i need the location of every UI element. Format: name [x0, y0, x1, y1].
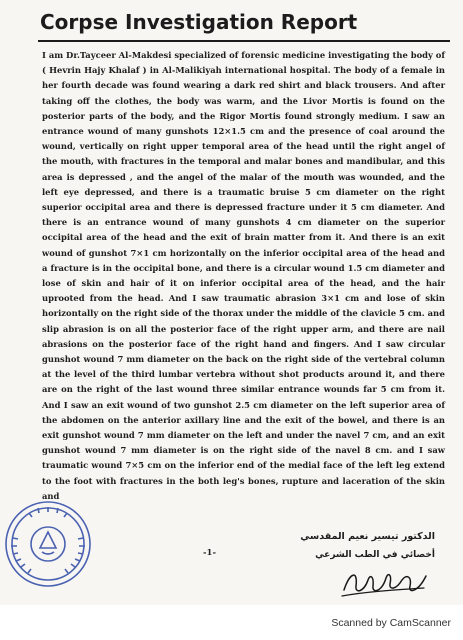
title-underline	[38, 40, 450, 42]
official-seal-icon	[2, 498, 94, 590]
doctor-name-arabic: الدكتور تيسير نعيم المقدسي	[300, 531, 435, 542]
report-title: Corpse Investigation Report	[40, 10, 358, 34]
report-body-text: I am Dr.Tayceer Al-Makdesi specialized of forensic medicine investigating the body of ( Hevrin Hajy Khalaf ) in Al-Malikiyah international hospital. The body of a female in her fourth decade was found wearing a dark red shirt and black trousers. And after taking off the clothes, the body was warm, and the Livor Mortis is found on the posterior parts of the body, and the Rigor Mortis found strongly medium. I saw an entrance wound of many gunshots 12×1.5 cm and the presence of coal around the wound, vertically on right upper temporal area of the head until the right angel of the mouth, with fractures in the temporal and malar bones and mandibular, and this area is depressed , and the angel of the malar of the mouth was wounded, and the left eye depressed, and there is a traumatic bruise 5 cm diameter on the right superior occipital area and there is depressed fracture under it 5 cm diameter. And there is an entrance wound of many gunshots 4 cm diameter on the superior occipital area of the head and the exit of brain matter from it. And there is an exit wound of gunshot 7×1 cm horizontally on the inferior occipital area of the head and a fracture is in the occipital bone, and there is a circular wound 1.5 cm diameter and lose of skin and hair of it on inferior occipital area of the head, and the hair uprooted from the head. And I saw traumatic abrasion 3×1 cm and lose of skin horizontally on the right side of the thorax under the middle of the clavicle 5 cm. and slip abrasion is on all the posterior face of the right upper arm, and there are nail abrasions on the posterior face of the right hand and fingers. And I saw circular gunshot wound 7 mm diameter on the back on the right side of the vertebral column at the level of the third lumbar vertebra without shot products around it, and there are on the right of the last wound three similar entrance wounds far 5 cm from it. And I saw an exit wound of two gunshot 2.5 cm diameter on the left superior area of the abdomen on the anterior axillary line and the exit of the bowel, and there is an exit gunshot wound 7 mm diameter on the left and under the navel 7 cm, and an exit gunshot wound 7 mm diameter is on the right side of the navel 8 cm. and I saw traumatic wound 7×5 cm on the inferior end of the medial face of the left leg extend to the foot with fractures in the both leg's bones, rupture and laceration of the skin and	[42, 50, 445, 501]
doctor-title-arabic: أخصائي في الطب الشرعي	[315, 550, 435, 560]
scanner-credit: Scanned by CamScanner	[331, 617, 451, 629]
handwritten-signature-icon	[340, 566, 430, 600]
page-number: -1-	[203, 548, 216, 558]
